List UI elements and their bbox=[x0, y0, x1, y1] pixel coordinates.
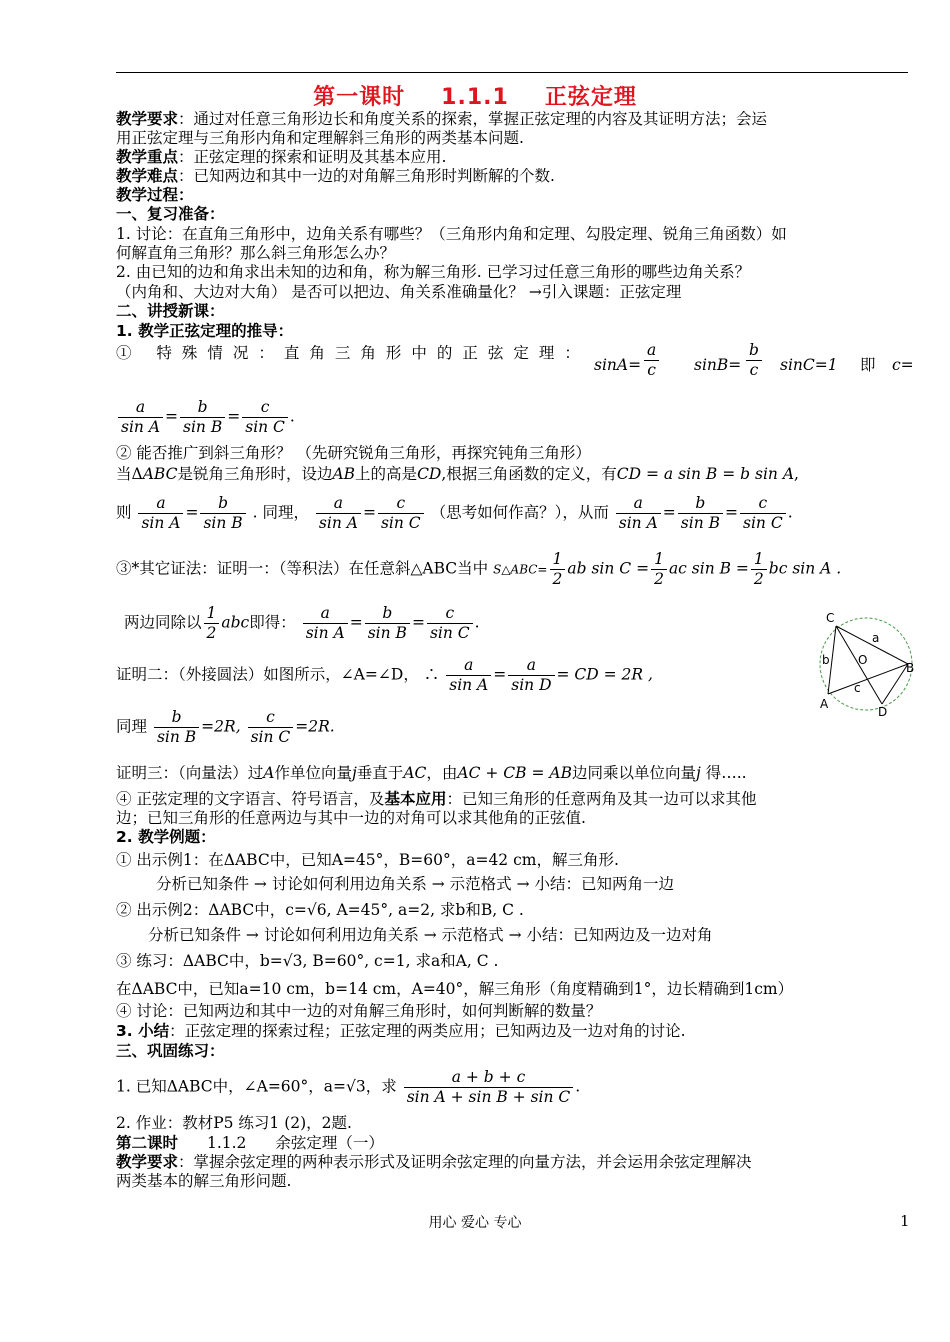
review-item-1-cont: 何解直角三角形？那么斜三角形怎么办？ bbox=[116, 244, 396, 262]
label-b-vertex: B bbox=[906, 661, 915, 675]
acute-triangle-line: 当ΔABC是锐角三角形时，设边AB上的高是CD,根据三角函数的定义，有CD = a sin B = b sin A, bbox=[116, 465, 799, 483]
subsection-derivation: 1. 教学正弦定理的推导： bbox=[116, 322, 294, 340]
practice-1: 1. 已知ΔABC中，∠A=60°，a=√3，求 $\frac{a + b + c}{\text{sin A + sin B + sin C}}$ . bbox=[116, 1068, 581, 1106]
special-case-line: ① 特殊情况：直角三角形中的正弦定理： sinA= $\frac{a}{c}$ sinB= $\frac{b}{c}$ sinC=1 即 c= bbox=[116, 341, 914, 379]
law-language-line: ④ 正弦定理的文字语言、符号语言，及基本应用：已知三角形的任意两角及其一边可以求其他 bbox=[116, 790, 757, 808]
then-formula-line: 则 $\frac{a}{\text{sin A}}$ = $\frac{b}{\text{sin B}}$ . 同理， $\frac{a}{\text{sin A}}$ = $\frac{c}{\text{sin C}}$ （思考如何作高？），从而 $\frac{a}{\text{sin A}}$ = $\frac{b}{\text{sin B}}$ = $\frac{c}{\text{sin C}}$ . bbox=[116, 494, 793, 532]
second-lesson-heading: 第二课时 1.1.2 余弦定理（一） bbox=[116, 1134, 384, 1152]
teaching-difficulty: 教学难点：已知两边和其中一边的对角解三角形时判断解的个数. bbox=[116, 167, 555, 185]
similarly-line: 同理 $\frac{b}{\text{sin B}}$ =2R, $\frac{c}{\text{sin C}}$ =2R. bbox=[116, 708, 335, 746]
label-a-vertex: A bbox=[820, 697, 829, 711]
proof-three-vector: 证明三：（向量法）过A作单位向量j垂直于AC，由AC + CB = AB边同乘以单位向量j 得….. bbox=[116, 764, 747, 782]
generalize-question: ② 能否推广到斜三角形？ （先研究锐角三角形，再探究钝角三角形） bbox=[116, 444, 591, 462]
example-2: ② 出示例2：ΔABC中，c=√6, A=45°, a=2, 求b和B, C . bbox=[116, 901, 524, 919]
practice-2-homework: 2. 作业：教材P5 练习1 (2)，2题. bbox=[116, 1114, 352, 1132]
label-c-vertex: C bbox=[826, 611, 835, 625]
law-language-line-cont: 边；已知三角形的任意两边与其中一边的对角可以求其他角的正弦值. bbox=[116, 809, 586, 827]
example-1: ① 出示例1：在ΔABC中，已知A=45°，B=60°，a=42 cm，解三角形. bbox=[116, 851, 619, 869]
review-item-2: 2. 由已知的边和角求出未知的边和角，称为解三角形. 已学习过任意三角形的哪些边角关系？ bbox=[116, 263, 751, 281]
teaching-process: 教学过程： bbox=[116, 186, 194, 204]
section-new-lesson: 二、讲授新课： bbox=[116, 302, 225, 320]
page-number: 1 bbox=[900, 1212, 910, 1230]
summary: 3. 小结：正弦定理的探索过程；正弦定理的两类应用；已知两边及一边对角的讨论. bbox=[116, 1022, 686, 1040]
divide-abc-line: 两边同除以 $\frac{1}{2}$ abc即得： $\frac{a}{\text{sin A}}$ = $\frac{b}{\text{sin B}}$ = $\frac{c}{\text{sin C}}$ . bbox=[124, 604, 480, 642]
teaching-key: 教学重点：正弦定理的探索和证明及其基本应用. bbox=[116, 148, 447, 166]
review-item-2-cont: （内角和、大边对大角） 是否可以把边、角关系准确量化？ →引入课题：正弦定理 bbox=[116, 283, 682, 301]
second-lesson-requirements-cont: 两类基本的解三角形问题. bbox=[116, 1172, 292, 1190]
exercise-4: 在ΔABC中，已知a=10 cm，b=14 cm，A=40°，解三角形（角度精确到1°，边长精确到1cm） bbox=[116, 980, 794, 998]
subsection-examples: 2. 教学例题： bbox=[116, 828, 216, 846]
section-review: 一、复习准备： bbox=[116, 205, 225, 223]
review-item-1: 1. 讨论：在直角三角形中，边角关系有哪些？（三角形内角和定理、勾股定理、锐角三角函数）如 bbox=[116, 225, 787, 243]
law-of-sines-formula-1: $\frac{a}{\text{sin A}}$ = $\frac{b}{\text{sin B}}$ = $\frac{c}{\text{sin C}}$ . bbox=[116, 398, 916, 437]
segment-db bbox=[882, 664, 908, 704]
proof-two-circle: 证明二：（外接圆法）如图所示，∠A=∠D， ∴ $\frac{a}{\text{sin A}}$ = $\frac{a}{\text{sin D}}$ = CD = 2R , bbox=[116, 656, 653, 694]
label-o-center: O bbox=[858, 653, 868, 667]
discussion-item: ④ 讨论：已知两边和其中一边的对角解三角形时，如何判断解的数量？ bbox=[116, 1002, 602, 1020]
second-lesson-requirements: 教学要求：掌握余弦定理的两种表示形式及证明余弦定理的向量方法，并会运用余弦定理解决 bbox=[116, 1153, 752, 1171]
proof-one-area: ③*其它证法：证明一：（等积法）在任意斜△ABC当中 S△ABC= $\frac{1}{2}$ ab sin C = $\frac{1}{2}$ ac sin B = $\frac{1}{2}$ bc sin A . bbox=[116, 550, 842, 588]
exercise-3: ③ 练习：ΔABC中，b=√3, B=60°, c=1, 求a和A, C . bbox=[116, 952, 499, 970]
label-a-side: a bbox=[872, 631, 880, 645]
label-d-vertex: D bbox=[878, 705, 888, 719]
example-1-analysis: 分析已知条件 → 讨论如何利用边角关系 → 示范格式 → 小结：已知两角一边 bbox=[156, 875, 675, 893]
label-c-side: c bbox=[854, 681, 861, 695]
section-practice: 三、巩固练习： bbox=[116, 1042, 225, 1060]
page-footer: 用心 爱心 专心 bbox=[428, 1215, 522, 1231]
page-title: 第一课时 1.1.1 正弦定理 bbox=[313, 85, 637, 110]
example-2-analysis: 分析已知条件 → 讨论如何利用边角关系 → 示范格式 → 小结：已知两边及一边对角 bbox=[148, 926, 713, 944]
label-b-side: b bbox=[822, 653, 830, 667]
teaching-requirements: 教学要求：通过对任意三角形边长和角度关系的探索，掌握正弦定理的内容及其证明方法；会运 bbox=[116, 110, 768, 128]
teaching-requirements-cont: 用正弦定理与三角形内角和定理解斜三角形的两类基本问题. bbox=[116, 129, 524, 147]
header-rule bbox=[116, 72, 908, 73]
circumcircle-figure bbox=[810, 608, 920, 720]
side-c bbox=[828, 664, 908, 694]
